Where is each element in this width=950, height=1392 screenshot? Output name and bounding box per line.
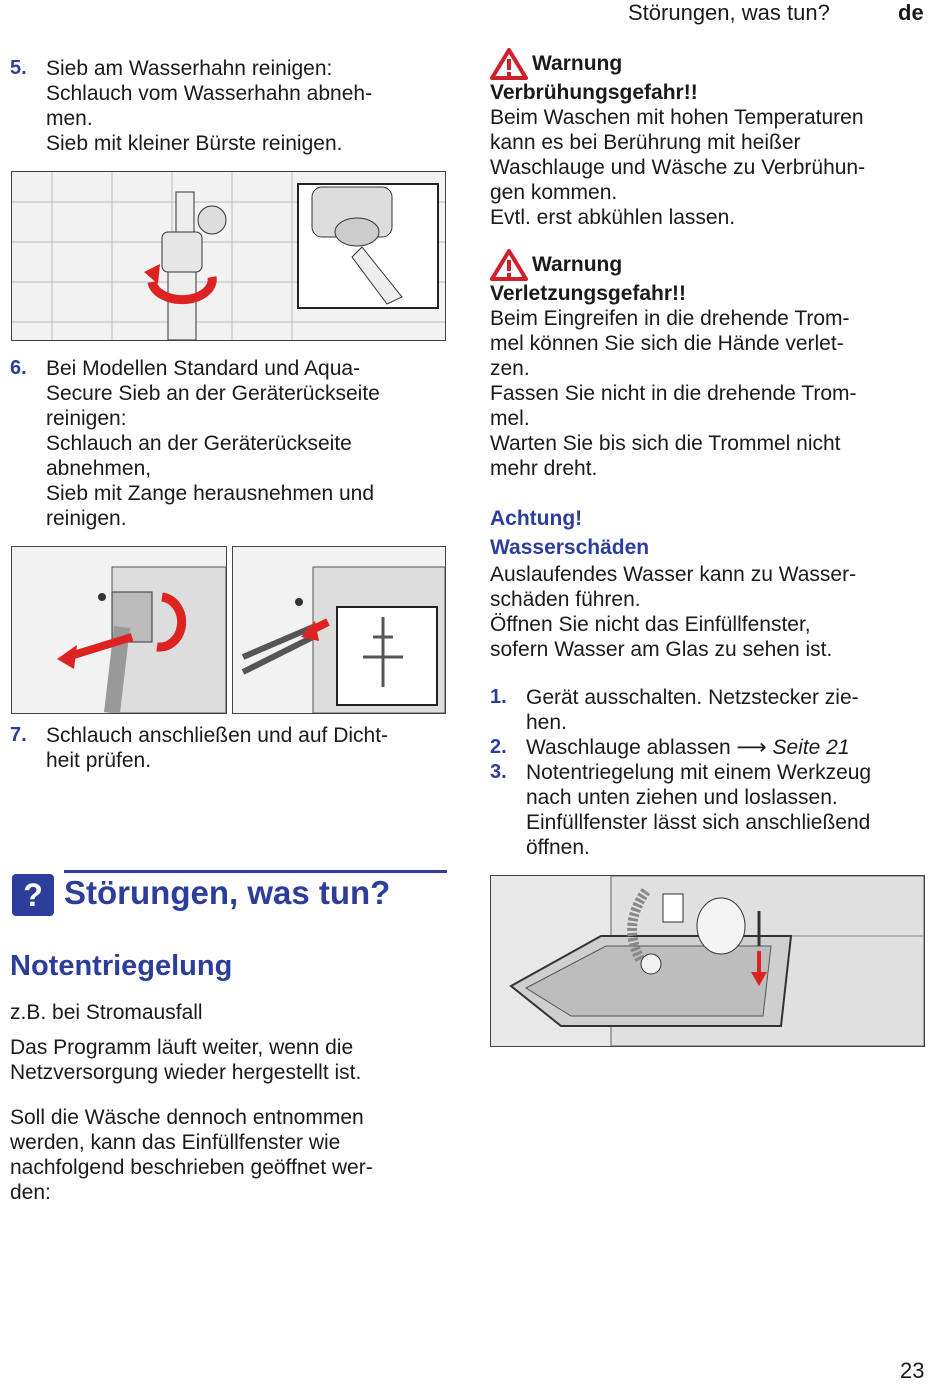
arrow-icon: ⟶ (736, 736, 767, 759)
step-7 (10, 723, 388, 773)
section-rule (64, 870, 447, 873)
caution-label: Achtung! (490, 507, 583, 530)
step-3 (490, 760, 940, 860)
step-text: Gerät ausschalten. Netzstecker zie- hen. (526, 686, 859, 734)
question-icon: ? (12, 874, 54, 916)
step-1 (490, 685, 940, 735)
emergency-release-steps (490, 685, 940, 860)
warning-header (490, 249, 940, 281)
warning-header (490, 48, 940, 80)
warning-title: Verbrühungsgefahr!! (490, 81, 698, 104)
filter-flap-drawing (491, 876, 924, 1046)
subsection-title: Notentriegelung (10, 950, 233, 982)
hose-drawing (12, 547, 226, 713)
step-5 (10, 56, 372, 156)
warning-label: Warnung (532, 253, 623, 276)
step-text: Sieb am Wasserhahn reinigen: Schlauch vom Wasserhahn abneh- men. Sieb mit kleiner Bürste reinigen. (46, 57, 373, 155)
warning-text: Beim Eingreifen in die drehende Trom- mel können Sie sich die Hände verlet- zen. Fassen Sie nicht in die drehende Trom- mel. Warten Sie bis sich die Trommel nicht mehr dreht. (490, 307, 857, 480)
caution-text: Auslaufendes Wasser kann zu Wasser- schäden führen. Öffnen Sie nicht das Einfüllfenster, sofern Wasser am Glas zu sehen ist. (490, 563, 857, 661)
filter-pliers-illustration (232, 546, 446, 714)
step-number: 2. (490, 736, 507, 758)
paragraph-remove-laundry: Soll die Wäsche dennoch entnommen werden, kann das Einfüllfenster wie nachfolgend beschrieben geöffnet wer- den: (10, 1106, 373, 1204)
caution-title: Wasserschäden (490, 536, 650, 559)
step-6 (10, 356, 380, 531)
step-number: 7. (10, 724, 27, 746)
warning-label: Warnung (532, 52, 623, 75)
step-number: 1. (490, 686, 507, 708)
section-title: Störungen, was tun? (64, 874, 391, 911)
running-header: Störungen, was tun? (628, 0, 830, 25)
step-text: Notentriegelung mit einem Werkzeug nach unten ziehen und loslassen. Einfüllfenster lässt sich anschließend öffnen. (526, 761, 872, 859)
warning-scald (490, 48, 940, 230)
warning-text: Beim Waschen mit hohen Temperaturen kann es bei Berührung mit heißer Waschlauge und Wäsche zu Verbrühun- gen kommen. Evtl. erst abkühlen lassen. (490, 106, 866, 229)
warning-injury (490, 249, 940, 481)
faucet-drawing (12, 172, 445, 340)
page-reference-link[interactable]: Seite 21 (772, 736, 850, 759)
step-number: 3. (490, 761, 507, 783)
warning-triangle-icon (490, 249, 528, 281)
step-text: Bei Modellen Standard und Aqua- Secure Sieb an der Geräterückseite reinigen: Schlauch an der Geräterückseite abnehmen, Sieb mit Zange herausnehmen und reinigen. (46, 357, 380, 530)
step-text: Schlauch anschließen und auf Dicht- heit prüfen. (46, 724, 389, 772)
faucet-filter-illustration (11, 171, 446, 341)
step-text: Waschlauge ablassen (526, 736, 731, 759)
hose-removal-illustration (11, 546, 227, 714)
step-number: 6. (10, 357, 27, 379)
paragraph-continues: Das Programm läuft weiter, wenn die Netzversorgung wieder hergestellt ist. (10, 1036, 362, 1084)
warning-triangle-icon (490, 48, 528, 80)
warning-title: Verletzungsgefahr!! (490, 282, 687, 305)
pliers-drawing (233, 547, 445, 713)
language-code: de (898, 0, 924, 25)
emergency-release-illustration (490, 875, 925, 1047)
step-number: 5. (10, 57, 27, 79)
page-number: 23 (900, 1358, 925, 1383)
step-2 (490, 735, 940, 760)
paragraph-condition: z.B. bei Stromausfall (10, 1001, 203, 1024)
caution-water-damage (490, 506, 940, 662)
